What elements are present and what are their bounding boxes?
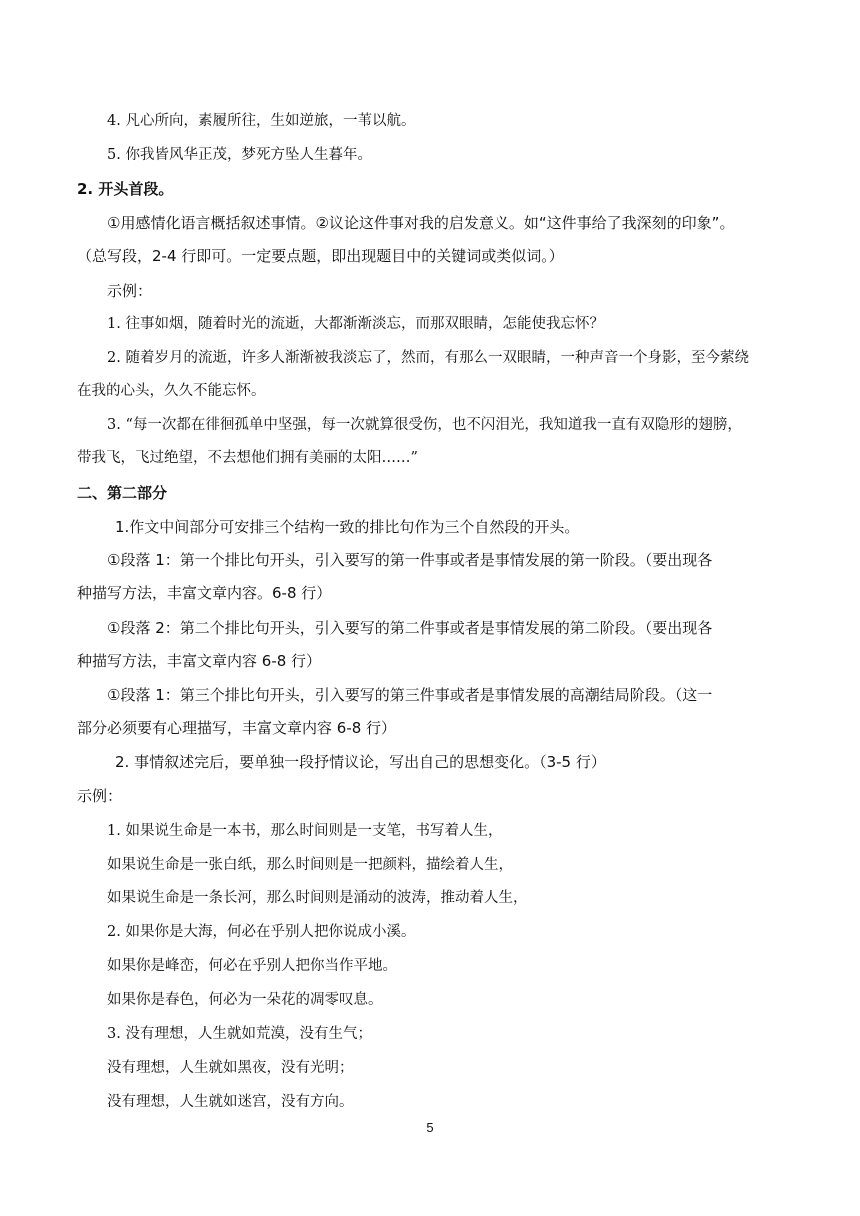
paragraph-line: 部分必须要有心理描写，丰富文章内容 6-8 行） <box>77 719 397 737</box>
example-line: 如果你是峰峦，何必在乎别人把你当作平地。 <box>107 958 397 974</box>
example-line-5: 5. 你我皆风华正茂，梦死方坠人生暮年。 <box>107 147 372 163</box>
paragraph-line: ①段落 2：第二个排比句开头，引入要写的第二件事或者是事情发展的第二阶段。（要出现各 <box>107 619 713 637</box>
example-line: 2. 如果你是大海，何必在乎别人把你说成小溪。 <box>107 924 416 940</box>
paragraph-line: ①段落 1：第一个排比句开头，引入要写的第一件事或者是事情发展的第一阶段。（要出现各 <box>107 551 713 569</box>
example-label: 示例： <box>107 282 153 300</box>
paragraph-line: 种描写方法，丰富文章内容 6-8 行） <box>77 652 322 670</box>
page-number: 5 <box>426 1120 434 1135</box>
paragraph-line: 1.作文中间部分可安排三个结构一致的排比句作为三个自然段的开头。 <box>115 518 580 536</box>
example-line: 3. 没有理想，人生就如荒漠，没有生气； <box>107 1026 372 1042</box>
example-line: 如果说生命是一条长河，那么时间则是涌动的波涛，推动着人生， <box>107 890 528 906</box>
section-heading-opening: 2. 开头首段。 <box>77 180 174 198</box>
paragraph-line: ①用感情化语言概括叙述事情。②议论这件事对我的启发意义。如“这件事给了我深刻的印象”。 <box>107 214 735 232</box>
paragraph-line: （总写段，2-4 行即可。一定要点题，即出现题目中的关键词或类似词。） <box>77 247 564 265</box>
example-line-4: 4. 凡心所向，素履所往，生如逆旅，一苇以航。 <box>107 113 416 129</box>
paragraph-line: 2. 事情叙述完后，要单独一段抒情议论，写出自己的思想变化。（3-5 行） <box>115 753 606 771</box>
example-line: 1. 如果说生命是一本书，那么时间则是一支笔，书写着人生， <box>107 823 503 839</box>
section-heading-part-two: 二、第二部分 <box>77 484 168 502</box>
example-line: 在我的心头，久久不能忘怀。 <box>77 383 266 399</box>
example-line: 没有理想，人生就如迷宫，没有方向。 <box>107 1094 354 1110</box>
example-line: 2. 随着岁月的流逝，许多人渐渐被我淡忘了，然而，有那么一双眼睛，一种声音一个身影，至今萦绕 <box>107 350 749 366</box>
example-line: 1. 往事如烟，随着时光的流逝，大都渐渐淡忘，而那双眼睛，怎能使我忘怀？ <box>107 316 604 332</box>
example-line: 如果说生命是一张白纸，那么时间则是一把颜料，描绘着人生， <box>107 857 513 873</box>
example-line: 如果你是春色，何必为一朵花的凋零叹息。 <box>107 992 383 1008</box>
paragraph-line: 种描写方法，丰富文章内容。6-8 行） <box>77 584 332 602</box>
example-line: 没有理想，人生就如黑夜，没有光明； <box>107 1060 354 1076</box>
paragraph-line: ①段落 1：第三个排比句开头，引入要写的第三件事或者是事情发展的高潮结局阶段。（这一 <box>107 686 713 704</box>
example-line: 带我飞，飞过绝望，不去想他们拥有美丽的太阳……” <box>77 450 418 466</box>
example-line: 3. “每一次都在徘徊孤单中坚强，每一次就算很受伤，也不闪泪光，我知道我一直有双隐形的翅膀， <box>107 417 742 433</box>
example-label: 示例： <box>77 787 123 805</box>
